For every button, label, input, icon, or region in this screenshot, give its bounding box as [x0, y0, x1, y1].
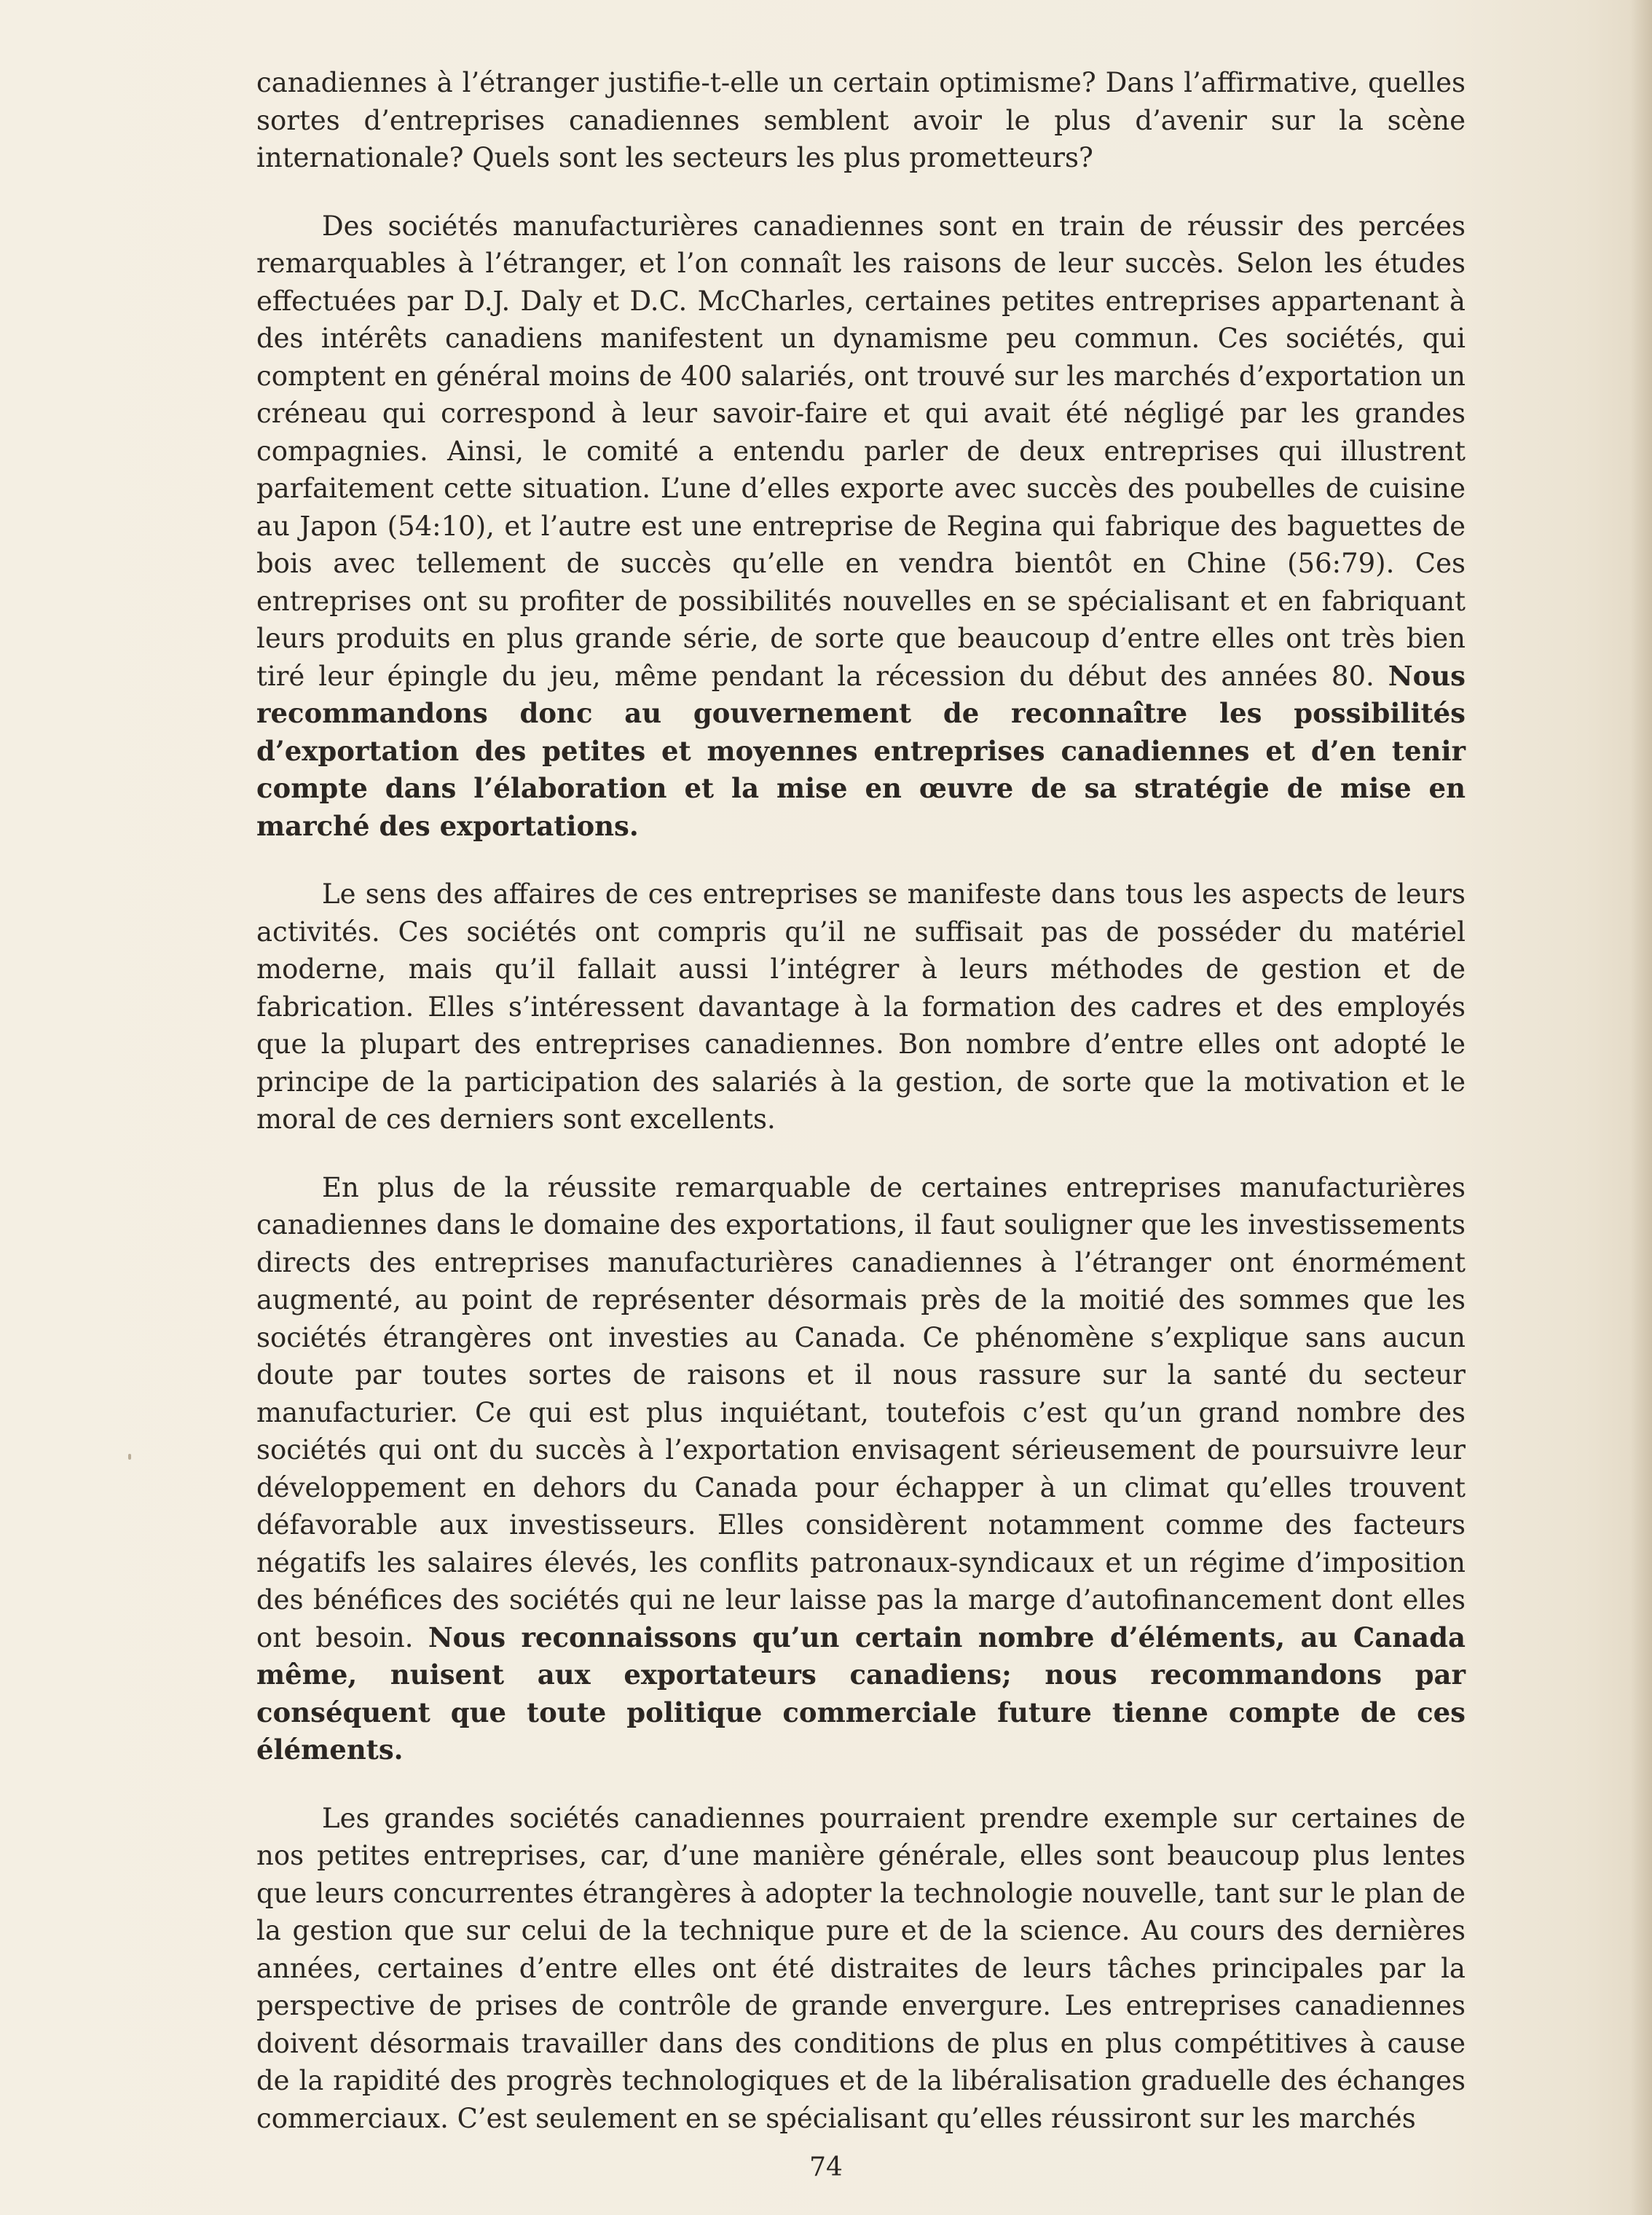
paragraph-4-recommendation: Nous reconnaissons qu’un certain nombre d’éléments, au Canada même, nuisent aux exportateurs canadiens; nous recommandons par conséquent que toute politique commerciale future tienne compte de ces éléments.: [256, 1621, 1466, 1766]
body-text: [256, 64, 1466, 2168]
page-number: 74: [809, 2152, 843, 2182]
paragraph-5-text: Les grandes sociétés canadiennes pourraient prendre exemple sur certaines de nos petites entreprises, car, d’une manière générale, elles sont beaucoup plus lentes que leurs concurrentes étrangères à adopter la technologie nouvelle, tant sur le plan de la gestion que sur celui de la technique pure et de la science. Au cours des dernières années, certaines d’entre elles ont été distraites de leurs tâches principales par la perspective de prises de contrôle de grande envergure. Les entreprises canadiennes doivent désormais travailler dans des conditions de plus en plus compétitives à cause de la rapidité des progrès technologiques et de la libéralisation graduelle des échanges commerciaux. C’est seulement en se spécialisant qu’elles réussiront sur les marchés: [256, 1802, 1466, 2134]
paragraph-2-text: Des sociétés manufacturières canadiennes sont en train de réussir des percées remarquables à l’étranger, et l’on connaît les raisons de leur succès. Selon les études effectuées par D.J. Daly et D.C. McCharles, certaines petites entreprises appartenant à des intérêts canadiens manifestent un dynamisme peu commun. Ces sociétés, qui comptent en général moins de 400 salariés, ont trouvé sur les marchés d’exportation un créneau qui correspond à leur savoir-faire et qui avait été négligé par les grandes compagnies. Ainsi, le comité a entendu parler de deux entreprises qui illustrent parfaitement cette situation. L’une d’elles exporte avec succès des poubelles de cuisine au Japon (54:10), et l’autre est une entreprise de Regina qui fabrique des baguettes de bois avec tellement de succès qu’elle en vendra bientôt en Chine (56:79). Ces entreprises ont su profiter de possibilités nouvelles en se spécialisant et en fabriquant leurs produits en plus grande série, de sorte que beaucoup d’entre elles ont très bien tiré leur épingle du jeu, même pendant la récession du début des années 80.: [256, 210, 1466, 692]
paragraph-1-text: canadiennes à l’étranger justifie-t-elle un certain optimisme? Dans l’affirmative, quelles sortes d’entreprises canadiennes semblent avoir le plus d’avenir sur la scène internationale? Quels sont les secteurs les plus prometteurs?: [256, 67, 1466, 173]
scan-speck: [128, 1454, 131, 1460]
paragraph-4: [256, 1169, 1466, 1769]
paragraph-2: [256, 208, 1466, 846]
paragraph-1: [256, 64, 1466, 177]
paragraph-3: [256, 876, 1466, 1138]
paragraph-4-text: En plus de la réussite remarquable de certaines entreprises manufacturières canadiennes dans le domaine des exportations, il faut souligner que les investissements directs des entreprises manufacturières canadiennes à l’étranger ont énormément augmenté, au point de représenter désormais près de la moitié des sommes que les sociétés étrangères ont investies au Canada. Ce phénomène s’explique sans aucun doute par toutes sortes de raisons et il nous rassure sur la santé du secteur manufacturier. Ce qui est plus inquiétant, toutefois c’est qu’un grand nombre des sociétés qui ont du succès à l’exportation envisagent sérieusement de poursuivre leur développement en dehors du Canada pour échapper à un climat qu’elles trouvent défavorable aux investisseurs. Elles considèrent notamment comme des facteurs négatifs les salaires élevés, les conflits patronaux-syndicaux et un régime d’imposition des bénéfices des sociétés qui ne leur laisse pas la marge d’autofinancement dont elles ont besoin.: [256, 1171, 1466, 1653]
paragraph-3-text: Le sens des affaires de ces entreprises se manifeste dans tous les aspects de leurs activités. Ces sociétés ont compris qu’il ne suffisait pas de posséder du matériel moderne, mais qu’il fallait aussi l’intégrer à leurs méthodes de gestion et de fabrication. Elles s’intéressent davantage à la formation des cadres et des employés que la plupart des entreprises canadiennes. Bon nombre d’entre elles ont adopté le principe de la participation des salariés à la gestion, de sorte que la motivation et le moral de ces derniers sont excellents.: [256, 878, 1466, 1135]
page-edge-shadow: [1630, 0, 1652, 2215]
paragraph-2-recommendation: Nous recommandons donc au gouvernement de reconnaître les possibilités d’exportation des petites et moyennes entreprises canadiennes et d’en tenir compte dans l’élaboration et la mise en œuvre de sa stratégie de mise en marché des exportations.: [256, 659, 1466, 842]
paragraph-5: [256, 1800, 1466, 2138]
